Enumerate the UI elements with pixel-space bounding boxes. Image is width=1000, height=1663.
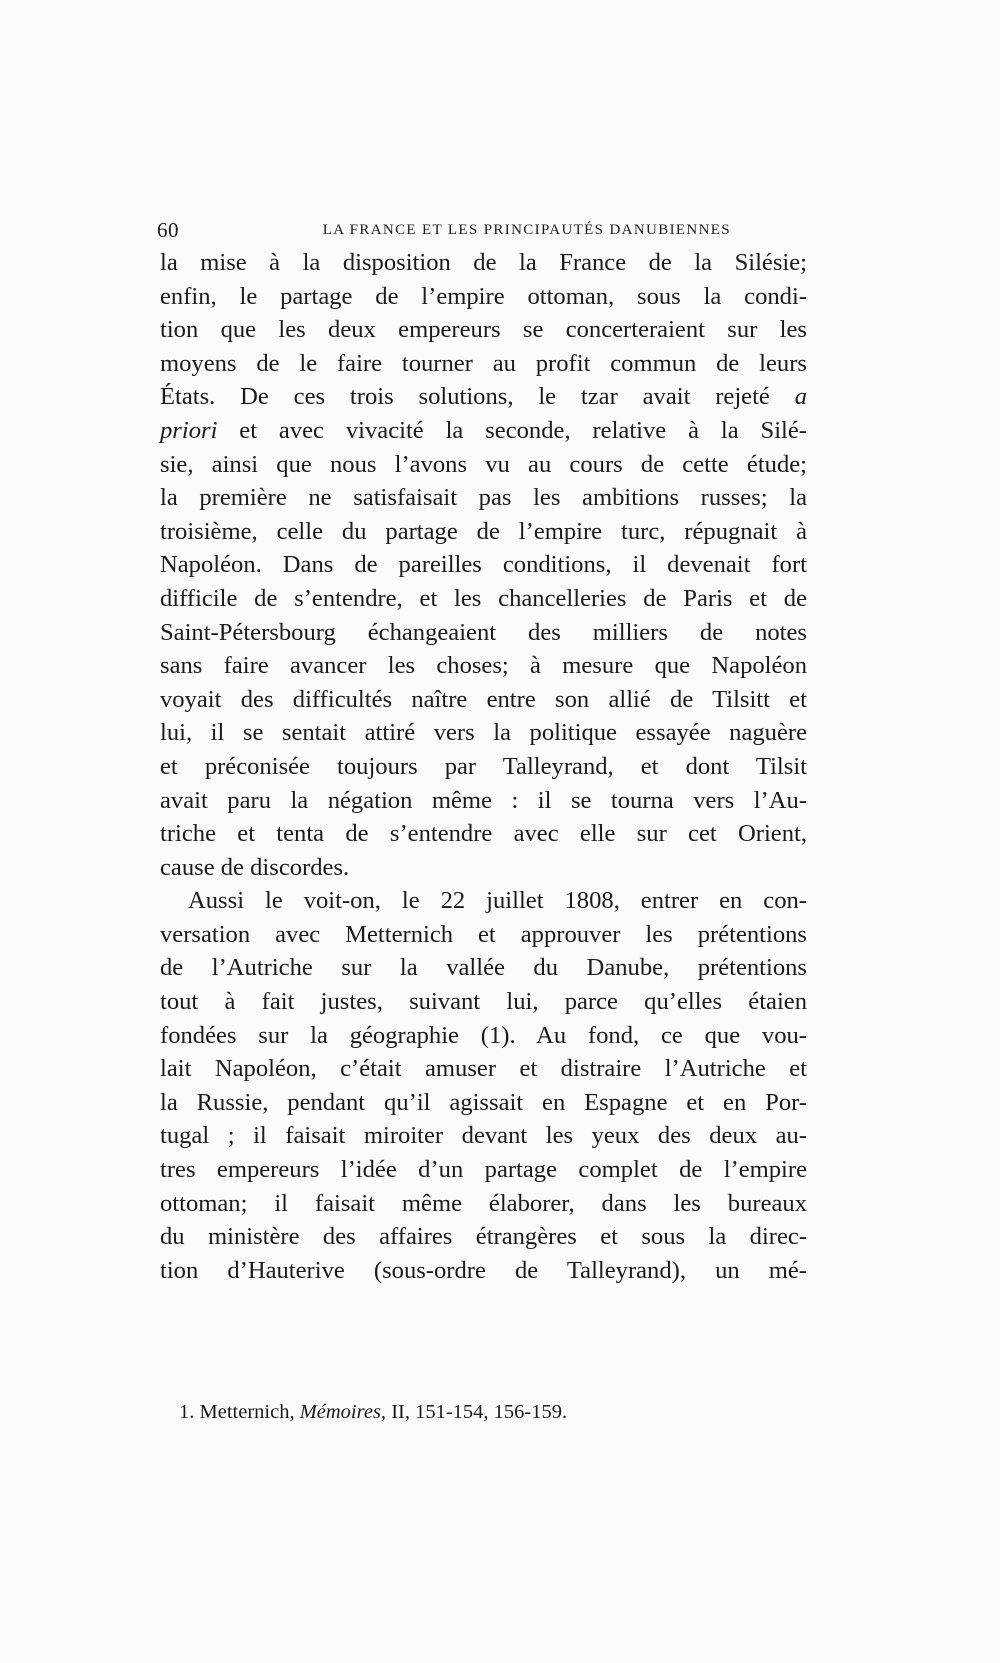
- text-line: [160, 380, 807, 414]
- text-line: [160, 1187, 807, 1221]
- line-text: de l’Autriche sur la vallée du Danube, prétentions: [160, 954, 807, 982]
- line-text: la mise à la disposition de la France de la Silésie;: [160, 249, 807, 276]
- text-line: [160, 683, 807, 717]
- text-line: [160, 616, 807, 650]
- line-text: sie, ainsi que nous l’avons vu au cours de cette étude;: [160, 450, 807, 478]
- text-line: [160, 515, 807, 549]
- line-text: et préconisée toujours par Talleyrand, et dont Tilsit: [160, 752, 807, 780]
- text-line: [160, 817, 807, 851]
- body-text: [160, 246, 807, 1287]
- line-text: tion que les deux empereurs se concerteraient sur les: [160, 316, 807, 344]
- line-text: moyens de le faire tourner au profit commun de leurs: [160, 349, 807, 377]
- italic-word: priori: [160, 416, 218, 444]
- text-line: [160, 1220, 807, 1254]
- line-text: lait Napoléon, c’était amuser et distraire l’Autriche et: [160, 1055, 807, 1083]
- text-line: [160, 1086, 807, 1120]
- text-line: [160, 347, 807, 381]
- footnote-title: Mémoires,: [299, 1401, 387, 1423]
- footnote: [179, 1398, 567, 1426]
- line-text: voyait des difficultés naître entre son allié de Tilsitt et: [160, 685, 807, 713]
- text-line: [160, 1019, 807, 1053]
- text-line: [160, 280, 807, 314]
- text-line: [160, 918, 807, 952]
- italic-word: a: [794, 383, 807, 411]
- footnote-reference: II, 151-154, 156-159.: [391, 1401, 568, 1423]
- text-line: [160, 884, 807, 918]
- line-text: tion d’Hauterive (sous-ordre de Talleyrand), un mé-: [160, 1256, 807, 1284]
- text-line: [160, 851, 807, 885]
- line-text: enfin, le partage de l’empire ottoman, sous la condi-: [160, 282, 807, 310]
- line-text: du ministère des affaires étrangères et sous la direc-: [160, 1223, 807, 1251]
- text-line: [160, 582, 807, 616]
- line-text: États. De ces trois solutions, le tzar avait rejeté: [160, 383, 770, 411]
- text-line: [160, 649, 807, 683]
- line-text: Saint-Pétersbourg échangeaient des milliers de notes: [160, 618, 807, 646]
- text-line: [160, 784, 807, 818]
- text-line: [160, 414, 807, 448]
- line-text: et avec vivacité la seconde, relative à la Silé-: [217, 416, 807, 444]
- line-text: cause de discordes.: [160, 853, 350, 881]
- text-line: [160, 246, 807, 280]
- text-line: [160, 985, 807, 1019]
- line-text: ottoman; il faisait même élaborer, dans les bureaux: [160, 1189, 807, 1217]
- line-text: troisième, celle du partage de l’empire turc, répugnait à: [160, 517, 807, 545]
- text-line: [160, 1119, 807, 1153]
- line-text: triche et tenta de s’entendre avec elle sur cet Orient,: [160, 820, 807, 848]
- text-line: [160, 481, 807, 515]
- line-text: difficile de s’entendre, et les chancelleries de Paris et de: [160, 584, 807, 612]
- line-text: tugal ; il faisait miroiter devant les yeux des deux au-: [160, 1122, 807, 1150]
- line-text: lui, il se sentait attiré vers la politique essayée naguère: [160, 719, 807, 747]
- text-line: [160, 448, 807, 482]
- line-text: sans faire avancer les choses; à mesure que Napoléon: [160, 652, 807, 680]
- line-text: versation avec Metternich et approuver les prétentions: [160, 920, 807, 948]
- line-text: tres empereurs l’idée d’un partage complet de l’empire: [160, 1156, 807, 1184]
- line-text: avait paru la négation même : il se tourna vers l’Au-: [160, 786, 807, 814]
- line-text: la Russie, pendant qu’il agissait en Espagne et en Por-: [160, 1088, 807, 1116]
- text-line: [160, 1254, 807, 1288]
- line-text: la première ne satisfaisait pas les ambitions russes; la: [160, 484, 807, 512]
- text-line: [160, 951, 807, 985]
- running-title: LA FRANCE ET LES PRINCIPAUTÉS DANUBIENNES: [322, 222, 731, 238]
- running-head: [157, 217, 731, 243]
- page-number: 60: [157, 218, 179, 242]
- line-text: fondées sur la géographie (1). Au fond, ce que vou-: [160, 1021, 807, 1049]
- text-line: [160, 1153, 807, 1187]
- footnote-number: 1.: [179, 1401, 195, 1423]
- text-line: [160, 548, 807, 582]
- text-line: [160, 716, 807, 750]
- line-text: Aussi le voit-on, le 22 juillet 1808, entrer en con-: [188, 887, 807, 915]
- text-line: [160, 1052, 807, 1086]
- line-text: tout à fait justes, suivant lui, parce qu’elles étaien: [160, 988, 807, 1016]
- text-line: [160, 750, 807, 784]
- footnote-author: Metternich,: [199, 1401, 295, 1423]
- text-line: [160, 313, 807, 347]
- line-text: Napoléon. Dans de pareilles conditions, il devenait fort: [160, 551, 807, 579]
